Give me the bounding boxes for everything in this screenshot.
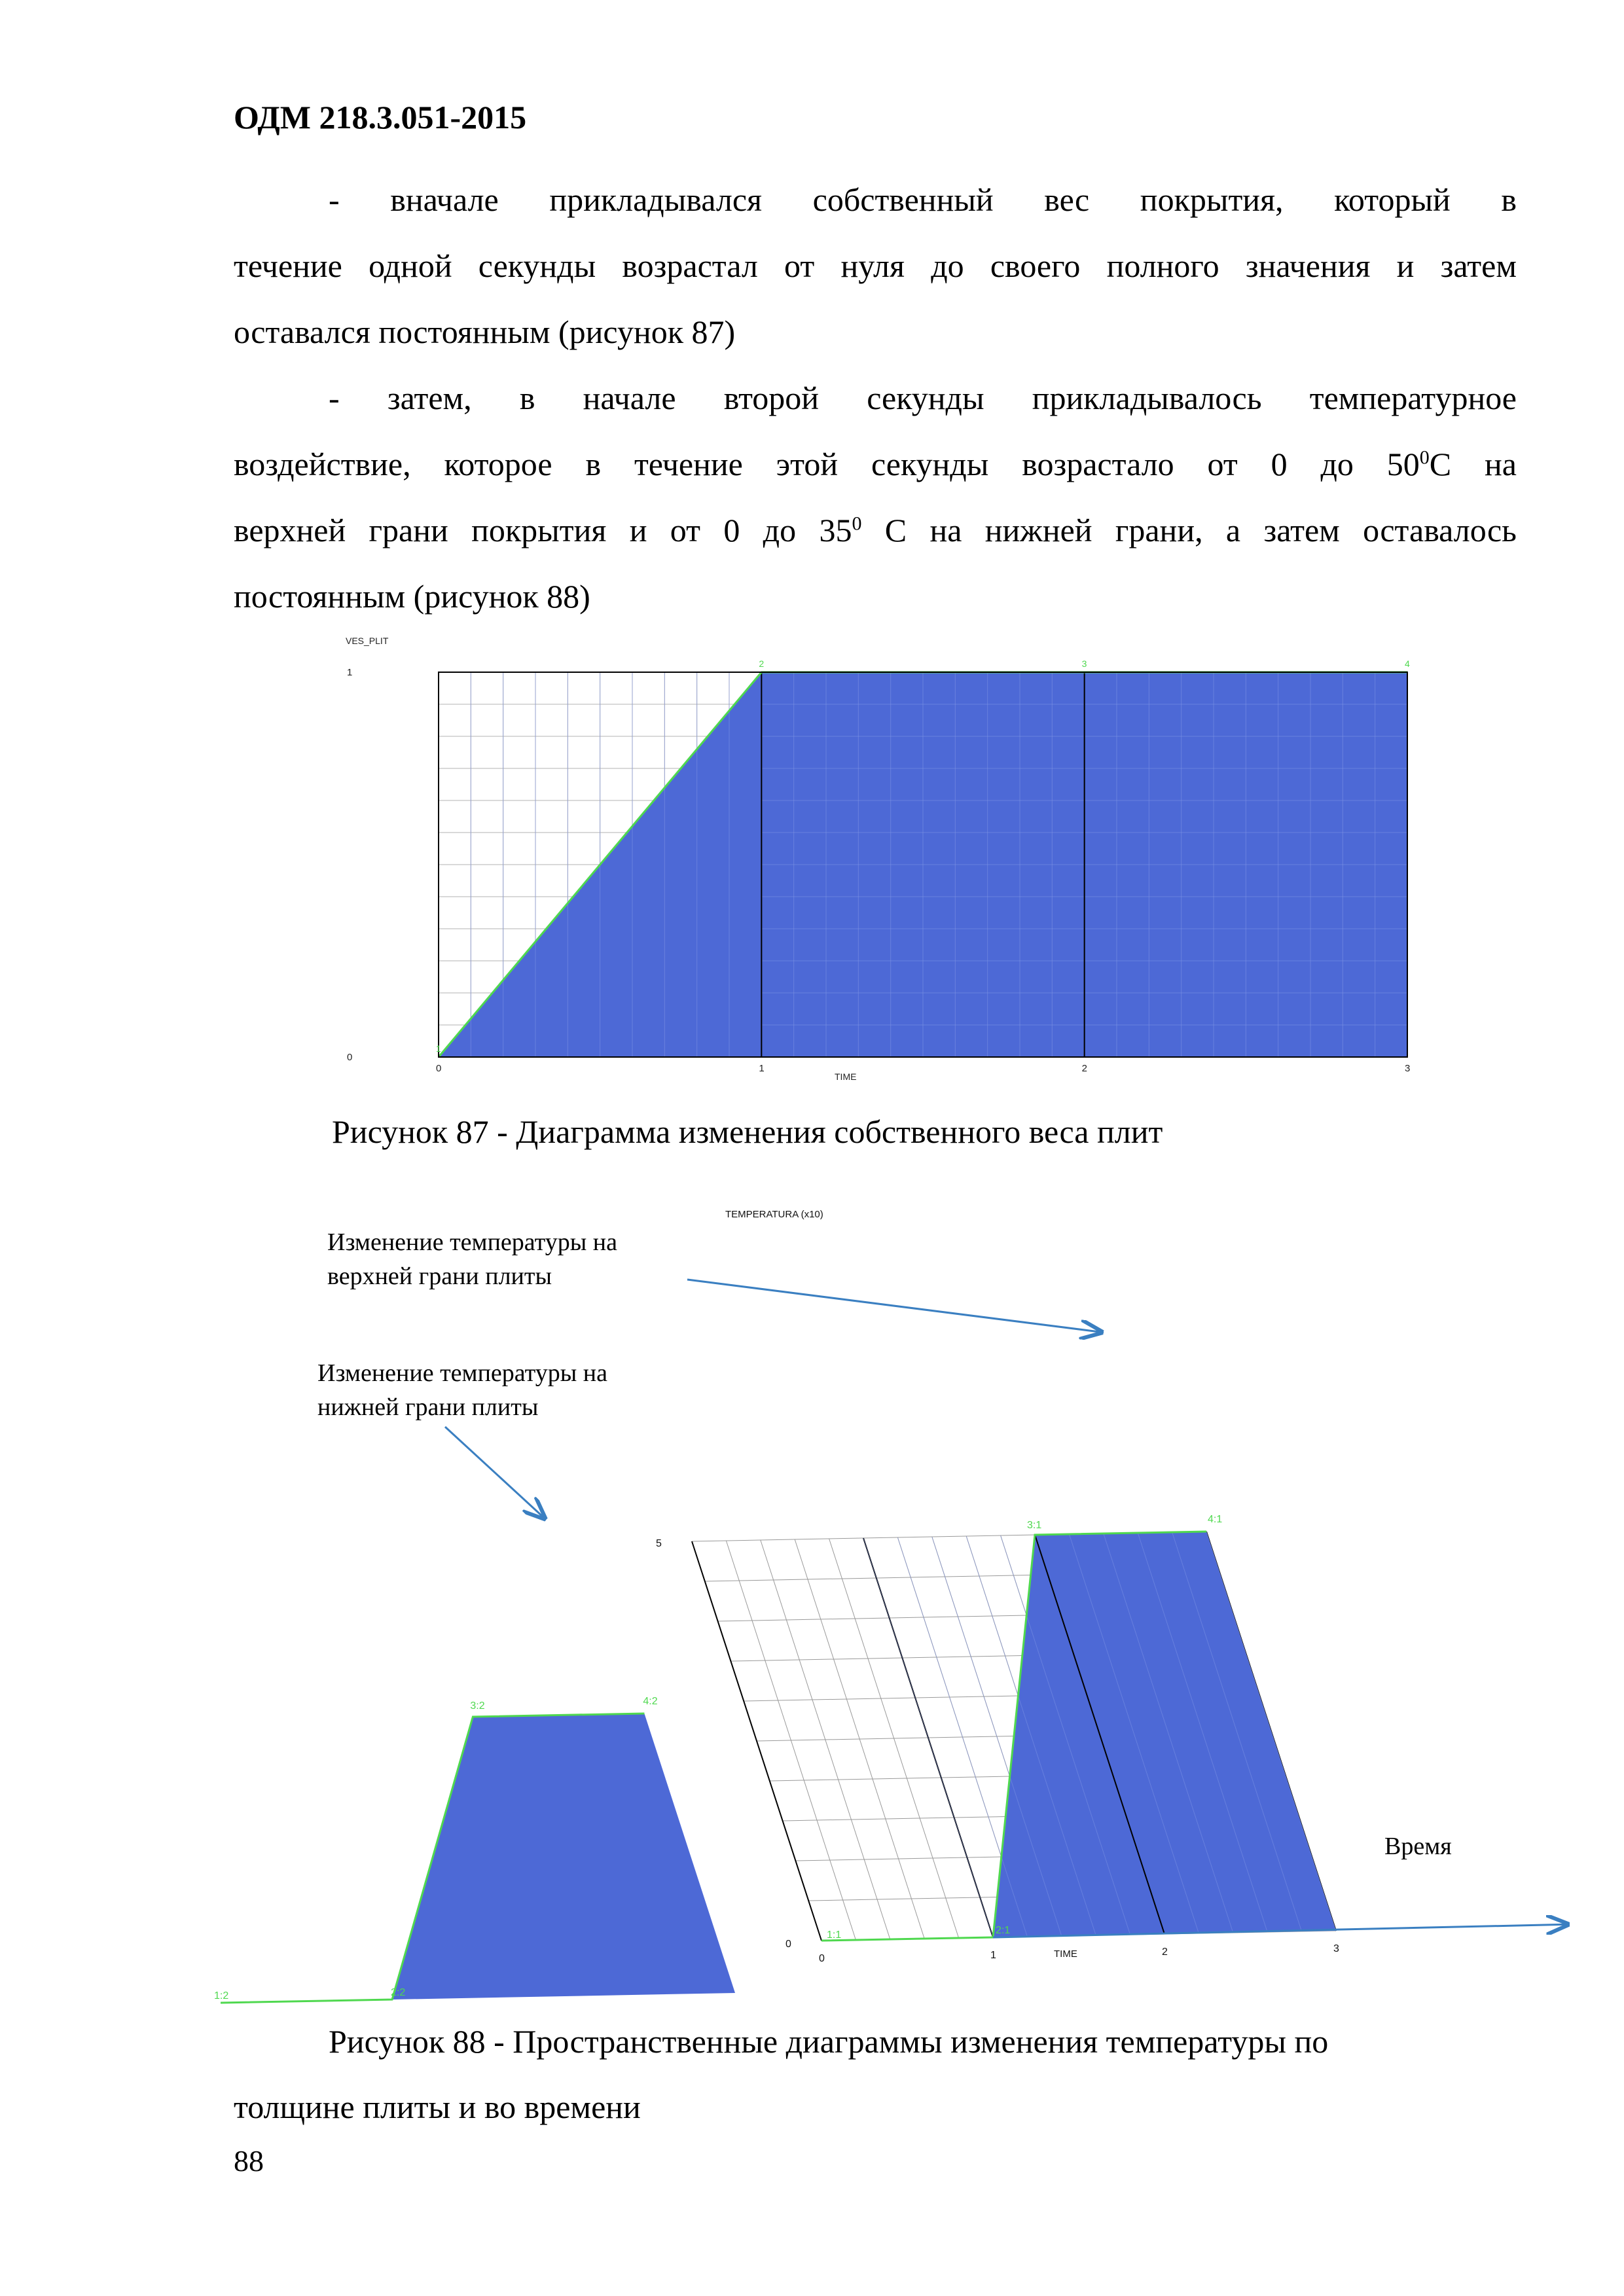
x-tick-label: 3: [1405, 1063, 1411, 1074]
point-label: 2: [759, 658, 765, 669]
y-tick-label: 0: [785, 1939, 791, 1950]
paragraph1-line-1: - вначале прикладывался собственный вес покрытия, который в: [329, 181, 1517, 218]
annotation-top-line-2: верхней грани плиты: [327, 1263, 552, 1290]
x-tick-label: 0: [819, 1953, 825, 1964]
annotation-bottom-line-2: нижней грани плиты: [317, 1393, 539, 1421]
point-label: 4: [1405, 658, 1410, 669]
annotation-arrow-bottom: [445, 1427, 543, 1517]
point-label: 1: [436, 1043, 441, 1054]
p2-line3-text-end: С на нижней грани, а затем оставалось: [861, 512, 1517, 548]
paragraph1-line-2: течение одной секунды возрастал от нуля до своего полного значения и затем: [234, 247, 1517, 284]
point-label: 2:2: [391, 1987, 406, 1998]
figure-88-chart: [214, 1178, 1545, 2001]
y-tick-label: 5: [656, 1538, 662, 1549]
point-label: 1:1: [827, 1929, 842, 1941]
time-arrow-label: Время: [1384, 1833, 1452, 1860]
paragraph2-line-2: [234, 431, 1517, 497]
paragraph2-line-1: - затем, в начале второй секунды прикладывалось температурное: [329, 380, 1517, 416]
x-axis-label: TIME: [1054, 1948, 1077, 1960]
figure-87-chart: [327, 635, 1440, 1080]
document-code: ОДМ 218.3.051-2015: [234, 99, 527, 135]
point-label: 3:1: [1027, 1520, 1042, 1531]
top-surface-area: [993, 1532, 1336, 1937]
paragraph1-line-3: оставался постоянным (рисунок 87): [234, 314, 736, 350]
y-tick-label: 1: [347, 667, 353, 678]
x-tick-label: 1: [990, 1950, 996, 1961]
annotation-top-surface: [327, 1225, 617, 1293]
annotation-top-line-1: Изменение температуры на: [327, 1229, 618, 1256]
y-axis-label: VES_PLIT: [346, 636, 389, 646]
figure-87-caption: Рисунок 87 - Диаграмма изменения собственного веса плит: [332, 1113, 1163, 1150]
p2-line2-text: воздействие, которое в течение этой секунды возрастало от 0 до 50: [234, 446, 1420, 482]
y-axis-label: TEMPERATURA (x10): [725, 1209, 823, 1220]
point-label: 4:1: [1208, 1514, 1223, 1525]
x-tick-label: 1: [759, 1063, 765, 1074]
figure-88-caption-line-2: толщине плиты и во времени: [234, 2089, 641, 2125]
point-label: 2:1: [996, 1925, 1011, 1936]
point-label: 4:2: [643, 1696, 658, 1707]
annotation-bottom-surface: [317, 1356, 607, 1424]
point-label: 3:2: [470, 1700, 485, 1712]
page-number: 88: [234, 2144, 264, 2178]
x-tick-label: 3: [1333, 1943, 1339, 1954]
degree-superscript: 0: [852, 512, 862, 535]
paragraph-temperature: [234, 365, 1517, 630]
point-label: 1:2: [214, 1990, 229, 2001]
p2-line2-text-end: C на: [1429, 446, 1517, 482]
figure-88-caption-line-1: Рисунок 88 - Пространственные диаграммы изменения температуры по: [329, 2023, 1329, 2060]
paragraph2-line-4: постоянным (рисунок 88): [234, 578, 590, 615]
annotation-bottom-line-1: Изменение температуры на: [317, 1359, 608, 1387]
grid-line-over-fill: [897, 1537, 1027, 1937]
degree-superscript: 0: [1419, 446, 1430, 469]
y-tick-label: 0: [347, 1052, 353, 1063]
x-axis-label: TIME: [835, 1071, 857, 1082]
paragraph2-line-3: [234, 497, 1517, 564]
point-label: 3: [1081, 658, 1087, 669]
x-tick-label: 2: [1081, 1063, 1088, 1074]
grid-line-major: [692, 1541, 821, 1941]
bottom-surface-area: [392, 1713, 735, 2000]
annotation-arrow-top: [687, 1280, 1100, 1332]
x-tick-label: 2: [1162, 1946, 1168, 1958]
x-tick-label: 0: [436, 1063, 442, 1074]
grid-line-over-fill: [863, 1538, 993, 1937]
paragraph-self-weight: [234, 167, 1517, 365]
p2-line3-text: верхней грани покрытия и от 0 до 35: [234, 512, 852, 548]
